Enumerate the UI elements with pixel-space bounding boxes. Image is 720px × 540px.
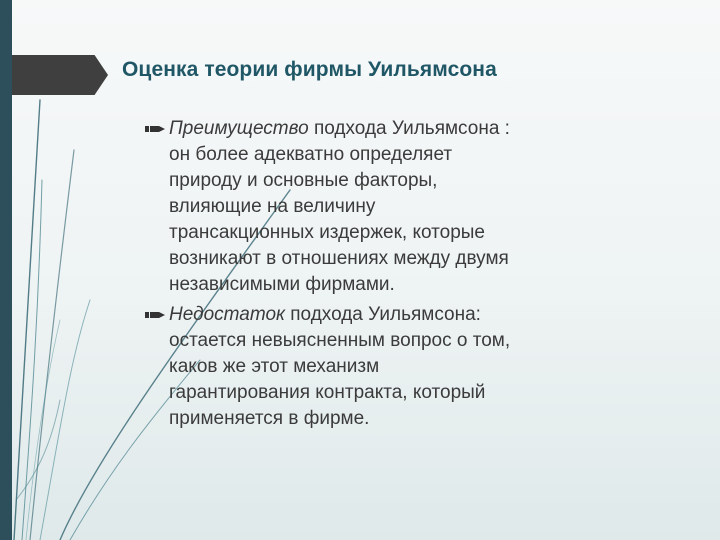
bullet-line-5: применяется в фирме. [169, 408, 370, 429]
bullet-line-6: возникают в отношениях между двумя [169, 248, 509, 269]
bullet-lead-advantage: Преимущество [169, 118, 309, 139]
bullet-disadvantage [145, 302, 665, 432]
bullet-line-1: Недостаток подхода Уильямсона: [169, 304, 481, 325]
bullet-line-4: влияющие на величину [169, 196, 376, 217]
bullet-line-2: он более адекватно определяет [169, 144, 453, 165]
bullet-line-5: трансакционных издержек, которые [169, 222, 485, 243]
bullet-line-4: гарантирования контракта, который [169, 382, 486, 403]
bullet-line-2: остается невыясненным вопрос о том, [169, 330, 511, 351]
bullet-line-1: Преимущество подхода Уильямсона : [169, 118, 510, 139]
bullet-line-3: каков же этот механизм [169, 356, 380, 377]
bullet-lead-disadvantage: Недостаток [169, 304, 285, 325]
bullet-advantage [145, 116, 665, 298]
bullet-line-3: природу и основные факторы, [169, 170, 438, 191]
content-body [145, 116, 665, 436]
bullet-line-7: независимыми фирмами. [169, 274, 395, 295]
pencil-icon [145, 122, 165, 136]
slide-title: Оценка теории фирмы Уильямсона [122, 58, 497, 81]
pencil-icon [145, 308, 165, 322]
